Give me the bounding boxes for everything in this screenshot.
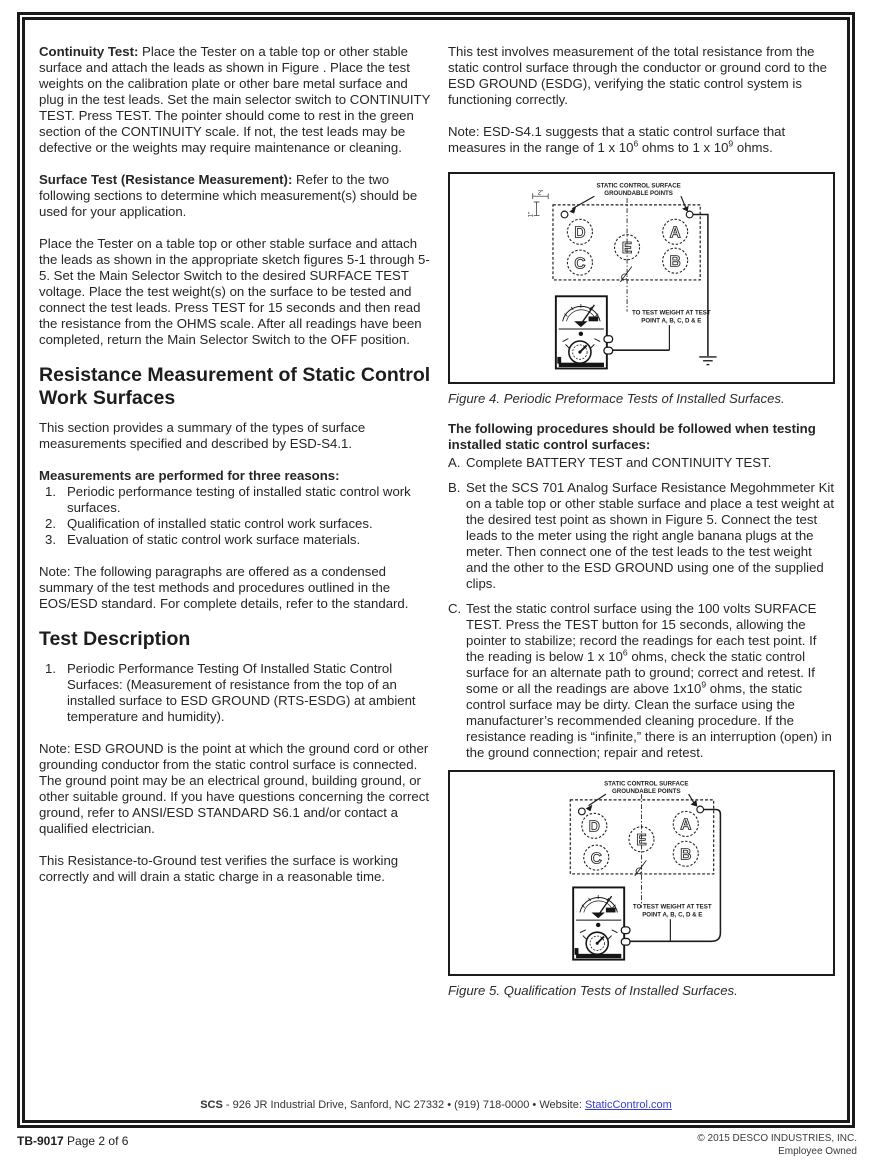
list-item [39, 661, 431, 725]
dimension-1in: 1" [527, 211, 535, 218]
weight-label-line1: TO TEST WEIGHT AT TEST [632, 903, 712, 911]
note-summary-paragraph: Note: The following paragraphs are offered as a condensed summary of the test methods and procedures outlined in the EOS/ESD standard. For complete details, refer to the standard. [39, 564, 409, 611]
surface-label-line2: GROUNDABLE POINTS [612, 788, 681, 796]
test-point-b: B [680, 846, 692, 864]
procedure-item-a [448, 455, 835, 471]
list-text: Periodic Performance Testing Of Installed Static Control Surfaces: (Measurement of resistance from the top of an installed surface to ESD GROUND (RTS-ESDG) at ambient temperature and humidity). [67, 661, 416, 724]
doc-number-page-info [17, 1134, 128, 1148]
test-description-list [39, 661, 431, 725]
continuity-test-paragraph: Continuity Test: Place the Tester on a table top or other stable surface and attach the leads as shown in Figure . Place the test weights on the calibration plate or other bare metal surface and plug in the test leads. Set the main selector switch to CONTINUITY TEST. Press TEST. The pointer should come to rest in the green section of the CONTINUITY scale. If not, the test leads may be defective or the weights may require maintenance or cleaning. [39, 44, 431, 155]
item-label: A. [448, 455, 461, 470]
doc-number: TB-9017 [17, 1134, 64, 1148]
figure5-svg [450, 772, 833, 974]
figure5-caption: Figure 5. Qualification Tests of Installed Surfaces. [448, 983, 738, 998]
copyright-block [697, 1132, 857, 1158]
figure4-caption: Figure 4. Periodic Preformace Tests of Installed Surfaces. [448, 391, 785, 406]
procedure-item-b [448, 480, 835, 592]
list-item [39, 516, 431, 532]
list-number: 1. [45, 661, 56, 676]
list-item [39, 484, 431, 516]
procedures-title: The following procedures should be followed when testing installed static control surfaces: [448, 421, 816, 452]
note-range-paragraph: Note: ESD-S4.1 suggests that a static control surface that measures in the range of 1 x $10^6$ ohms to 1 x $10^9$ ohms. [448, 124, 786, 155]
weight-label-line1: TO TEST WEIGHT AT TEST [631, 309, 711, 317]
svg-text:C: C [620, 271, 628, 283]
test-point-e: E [621, 239, 633, 257]
tagline-line: Employee Owned [778, 1146, 857, 1157]
weight-label-line2: POINT A, B, C, D & E [642, 911, 703, 919]
megohmmeter-icon [573, 887, 630, 959]
list-text: Qualification of installed static control work surfaces. [67, 516, 373, 531]
groundable-point-right [686, 211, 693, 218]
figure4-svg [450, 174, 833, 382]
list-number: 3. [45, 532, 56, 547]
page-border-inner [22, 17, 850, 1123]
figure4-diagram [448, 172, 835, 384]
groundable-point-left [561, 211, 568, 218]
list-item [39, 532, 431, 548]
item-label: B. [448, 480, 461, 495]
groundable-point-right [697, 806, 704, 813]
test-point-b: B [669, 253, 681, 271]
resistance-measurement-heading: Resistance Measurement of Static Control Work Surfaces [39, 364, 431, 409]
procedure-item-c [448, 601, 835, 761]
company-address-line: SCS - 926 JR Industrial Drive, Sanford, NC 27332 • (919) 718-0000 • Website: StaticControl.com [200, 1099, 672, 1111]
weight-label-line2: POINT A, B, C, D & E [641, 317, 702, 325]
test-point-a: A [669, 224, 681, 242]
dimension-2in: 2" [537, 189, 544, 197]
ground-icon [699, 357, 716, 365]
page-info: Page 2 of 6 [63, 1134, 129, 1148]
total-resistance-paragraph: This test involves measurement of the total resistance from the static control surface through the conductor or ground cord to the ESD GROUND (ESDG), verifying the static control system is functioning correctly. [448, 44, 827, 107]
place-tester-paragraph: Place the Tester on a table top or other stable surface and attach the leads as shown in the appropriate sketch figures 5-1 through 5-5. Set the Main Selector Switch to the desired SURFACE TEST voltage. Place the test weight(s) on the surface to be tested and connect the test leads. Press TEST for 15 seconds and then read the resistance from the OHMS scale. After all readings have been completed, return the Main Selector Switch to the OFF position. [39, 236, 430, 347]
surface-label-line2: GROUNDABLE POINTS [604, 190, 673, 198]
staticcontrol-link[interactable]: StaticControl.com [584, 1099, 672, 1111]
test-point-e: E [636, 832, 647, 850]
groundable-point-left [578, 808, 585, 815]
arrow-icon [691, 800, 698, 807]
note-esd-ground-paragraph: Note: ESD GROUND is the point at which the ground cord or other grounding conductor from the static control surface is connected. The ground point may be an electrical ground, building ground, or other suitable ground. If you have questions concerning the correct ground, refer to ANSI/ESD STANDARD S6.1 and/or contact a qualified electrician. [39, 741, 430, 836]
copyright-line: © 2015 DESCO INDUSTRIES, INC. [697, 1133, 857, 1144]
reasons-list [39, 484, 431, 548]
page-border [17, 12, 855, 1128]
item-text: Set the SCS 701 Analog Surface Resistance Megohmmeter Kit on a table top or other stable surface and place a test weight at the desired test point as shown in Figure 5. Connect the test leads to the meter using the right angle banana plugs at the meter. Then connect one of the test leads to the test weight and the other to the ESD GROUND using one of the supplied clips. [466, 480, 835, 591]
surface-label-line1: STATIC CONTROL SURFACE [596, 182, 681, 190]
centerline-symbol-icon [620, 266, 632, 282]
test-description-heading: Test Description [39, 628, 191, 650]
item-text: Complete BATTERY TEST and CONTINUITY TEST. [466, 455, 772, 470]
surface-test-paragraph: Surface Test (Resistance Measurement): Refer to the two following sections to determine which measurement(s) should be used for your application. [39, 172, 418, 219]
svg-text:C: C [635, 865, 643, 877]
list-text: Periodic performance testing of installed static control work surfaces. [67, 484, 411, 515]
megohmmeter-icon [556, 296, 613, 368]
item-label: C. [448, 601, 462, 616]
test-point-a: A [680, 816, 692, 834]
list-number: 1. [45, 484, 56, 499]
figure5-diagram [448, 770, 835, 976]
right-column [448, 44, 835, 1013]
test-point-d: D [588, 818, 600, 836]
list-number: 2. [45, 516, 56, 531]
surface-label-line1: STATIC CONTROL SURFACE [604, 780, 689, 788]
test-point-c: C [590, 850, 602, 868]
left-column [39, 44, 431, 1013]
section-summary-paragraph: This section provides a summary of the types of surface measurements specified and described by ESD-S4.1. [39, 420, 366, 451]
item-text: Test the static control surface using the 100 volts SURFACE TEST. Press the TEST button for 15 seconds, allowing the pointer to stabilize; record the readings for each test point. If the reading is below 1 x $10^6$ ohms, check the static control surface for an alternate path to ground; correct and retest. If some or all the readings are above $1x10^9$ ohms, the static control surface may be dirty. Clean the surface using the manufacturer’s recommended cleaning procedure. If the resistance reading is “infinite,” there is an interruption (open) in the ground connection; repair and retest. [466, 601, 832, 760]
list-text: Evaluation of static control work surface materials. [67, 532, 361, 547]
test-point-c: C [574, 255, 586, 273]
test-point-d: D [574, 224, 586, 242]
reasons-title: Measurements are performed for three reasons: [39, 468, 340, 483]
resistance-to-ground-paragraph: This Resistance-to-Ground test verifies the surface is working correctly and will drain a static charge in a reasonable time. [39, 853, 399, 884]
